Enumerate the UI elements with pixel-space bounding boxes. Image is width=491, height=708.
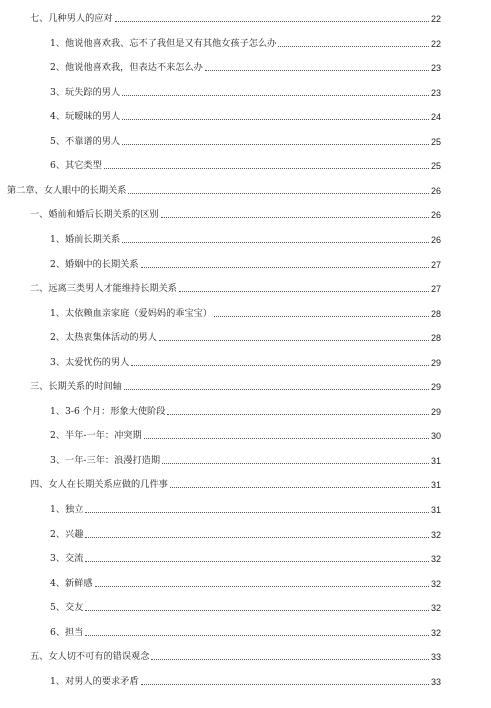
dot-leader <box>167 414 429 415</box>
toc-entry-title: 四、女人在长期关系应做的几件事 <box>30 479 168 491</box>
toc-entry-page-number: 31 <box>430 480 441 491</box>
toc-entry-page-number: 24 <box>430 112 441 123</box>
dot-leader <box>104 168 429 169</box>
toc-entry-title: 3、一年-三年：浪漫打造期 <box>50 454 161 466</box>
toc-entry[interactable] <box>7 181 441 197</box>
toc-entry-page-number: 33 <box>430 652 441 663</box>
toc-entry-title: 5、交友 <box>50 602 84 614</box>
dot-leader <box>144 438 429 439</box>
toc-entry-title: 3、交流 <box>50 553 84 565</box>
toc-entry-title: 第二章、女人眼中的长期关系 <box>7 184 127 196</box>
toc-entry[interactable] <box>30 205 441 221</box>
dot-leader <box>170 487 429 488</box>
toc-entry[interactable] <box>50 426 441 442</box>
toc-entry[interactable] <box>30 9 441 25</box>
toc-entry-title: 1、对男人的要求矛盾 <box>50 675 139 687</box>
dot-leader <box>122 119 429 120</box>
toc-entry[interactable] <box>50 34 441 50</box>
toc-entry-page-number: 31 <box>430 455 441 466</box>
toc-entry-title: 一、婚前和婚后长期关系的区别 <box>30 209 159 221</box>
toc-entry-page-number: 28 <box>430 308 441 319</box>
toc-entry-page-number: 28 <box>430 333 441 344</box>
dot-leader <box>95 586 429 587</box>
dot-leader <box>85 561 429 562</box>
dot-leader <box>141 267 429 268</box>
toc-entry-title: 2、太热衷集体活动的男人 <box>50 332 157 344</box>
toc-entry[interactable] <box>50 230 441 246</box>
toc-entry-page-number: 32 <box>430 554 441 565</box>
toc-entry[interactable] <box>50 107 441 123</box>
toc-entry-page-number: 29 <box>430 357 441 368</box>
toc-entry[interactable] <box>50 83 441 99</box>
toc-entry-title: 三、长期关系的时间轴 <box>30 381 122 393</box>
dot-leader <box>85 635 429 636</box>
toc-entry-page-number: 22 <box>430 14 441 24</box>
dot-leader <box>159 340 429 341</box>
toc-entry-page-number: 31 <box>430 505 441 515</box>
toc-entry[interactable] <box>50 304 441 320</box>
toc-entry-title: 2、兴趣 <box>50 528 84 540</box>
toc-entry[interactable] <box>50 500 441 516</box>
dot-leader <box>151 659 429 660</box>
toc-entry[interactable] <box>50 672 441 688</box>
toc-entry[interactable] <box>30 647 441 663</box>
toc-entry-title: 2、婚姻中的长期关系 <box>50 258 139 270</box>
toc-entry[interactable] <box>50 328 441 344</box>
toc-entry[interactable] <box>50 574 441 590</box>
toc-entry[interactable] <box>50 451 441 467</box>
dot-leader <box>115 21 429 22</box>
toc-entry-page-number: 27 <box>430 259 441 270</box>
toc-entry-page-number: 27 <box>430 284 441 295</box>
dot-leader <box>214 316 429 317</box>
toc-entry-title: 1、独立 <box>50 504 84 515</box>
toc-entry[interactable] <box>30 279 441 295</box>
toc-entry-page-number: 26 <box>430 210 441 221</box>
toc-entry-page-number: 25 <box>430 161 441 172</box>
toc-entry[interactable] <box>50 353 441 369</box>
toc-entry-title: 3、玩失踪的男人 <box>50 86 121 98</box>
toc-entry-page-number: 32 <box>430 603 441 614</box>
dot-leader <box>278 46 429 47</box>
dot-leader <box>141 684 429 685</box>
dot-leader <box>161 217 429 218</box>
toc-entry-page-number: 25 <box>430 136 441 147</box>
toc-entry-title: 1、3-6 个月：形象大使阶段 <box>50 405 166 417</box>
toc-entry-title: 6、担当 <box>50 626 84 638</box>
toc-entry-page-number: 30 <box>430 431 441 442</box>
dot-leader <box>122 242 429 243</box>
toc-entry[interactable] <box>30 475 441 491</box>
toc-entry-title: 五、女人切不可有的错误观念 <box>30 651 150 663</box>
dot-leader <box>122 95 429 96</box>
toc-entry-title: 2、半年-一年：冲突期 <box>50 430 142 442</box>
toc-entry[interactable] <box>50 255 441 271</box>
dot-leader <box>124 389 429 390</box>
toc-entry-page-number: 32 <box>430 627 441 638</box>
toc-entry[interactable] <box>50 623 441 639</box>
toc-entry-page-number: 26 <box>430 235 441 245</box>
dot-leader <box>205 70 429 71</box>
toc-entry-page-number: 32 <box>430 578 441 589</box>
toc-entry[interactable] <box>50 598 441 614</box>
toc-entry[interactable] <box>30 377 441 393</box>
toc-entry-title: 3、太爱忧伤的男人 <box>50 356 130 368</box>
toc-entry[interactable] <box>50 549 441 565</box>
dot-leader <box>85 512 429 513</box>
toc-entry-page-number: 23 <box>430 63 441 74</box>
toc-entry-title: 6、其它类型 <box>50 160 102 172</box>
toc-entry-title: 二、远离三类男人才能维持长期关系 <box>30 283 177 295</box>
dot-leader <box>128 193 429 194</box>
toc-entry-title: 4、玩暧昧的男人 <box>50 111 121 123</box>
toc-entry-page-number: 32 <box>430 529 441 540</box>
toc-entry-title: 4、新鲜感 <box>50 577 93 589</box>
toc-entry-page-number: 29 <box>430 382 441 393</box>
toc-entry-title: 2、他说他喜欢我，但表达不来怎么办 <box>50 62 203 74</box>
dot-leader <box>131 365 429 366</box>
toc-entry[interactable] <box>50 525 441 541</box>
toc-entry-page-number: 22 <box>430 38 441 49</box>
toc-entry-title: 1、婚前长期关系 <box>50 234 121 245</box>
dot-leader <box>122 144 429 145</box>
toc-entry-title: 1、他说他喜欢我、忘不了我但是又有其他女孩子怎么办 <box>50 37 277 49</box>
toc-entry[interactable] <box>50 132 441 148</box>
dot-leader <box>179 291 429 292</box>
dot-leader <box>85 610 429 611</box>
toc-entry-page-number: 29 <box>430 406 441 417</box>
toc-entry-title: 5、不靠谱的男人 <box>50 135 121 147</box>
toc-entry-title: 七、几种男人的应对 <box>30 13 113 24</box>
toc-entry-page-number: 26 <box>430 185 441 196</box>
toc-entry[interactable] <box>50 58 441 74</box>
toc-entry-page-number: 23 <box>430 87 441 98</box>
toc-entry-page-number: 33 <box>430 676 441 687</box>
dot-leader <box>85 537 429 538</box>
toc-entry-title: 1、太依赖血亲家庭（爱妈妈的乖宝宝） <box>50 307 213 319</box>
toc-entry[interactable] <box>50 156 441 172</box>
toc-entry[interactable] <box>50 402 441 418</box>
dot-leader <box>162 463 429 464</box>
